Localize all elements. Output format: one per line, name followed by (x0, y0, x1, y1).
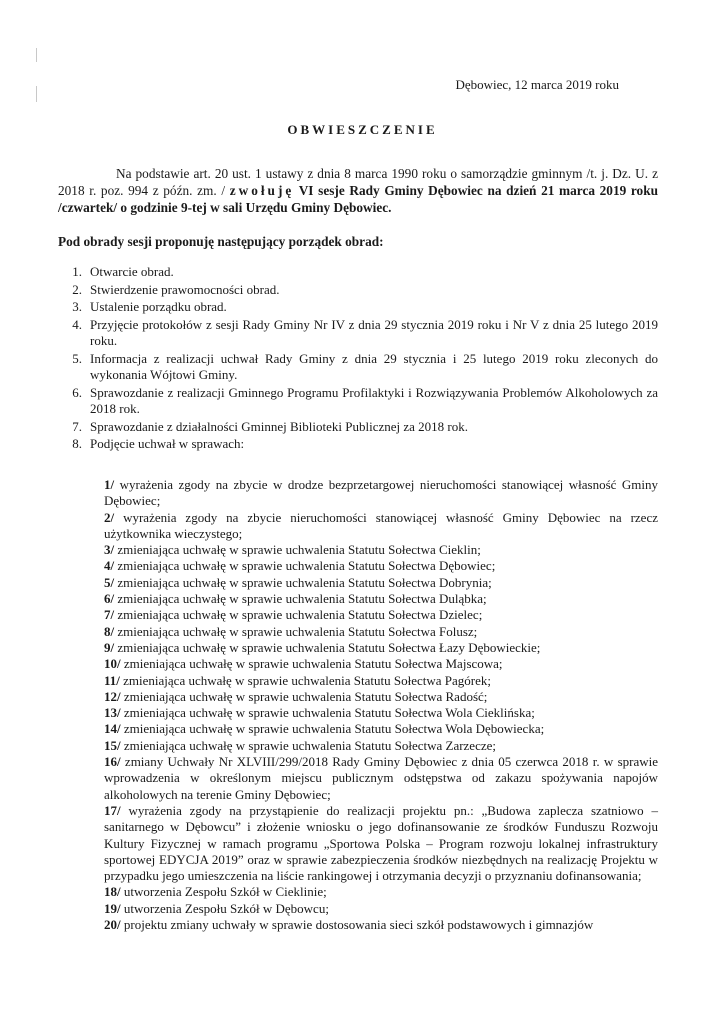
agenda-item (58, 351, 658, 384)
resolution-item (104, 624, 658, 640)
resolution-text: wyrażenia zgody na zbycie w drodze bezprzetargowej nieruchomości stanowiącej własność Gminy Dębowiec; (104, 477, 658, 509)
agenda-item-number: 4. (72, 316, 82, 332)
resolution-text: zmieniająca uchwałę w sprawie uchwalenia Statutu Sołectwa Wola Dębowiecka; (120, 721, 545, 737)
resolution-number: 8/ (104, 623, 115, 639)
agenda-item-number: 7. (72, 418, 82, 434)
resolution-text: zmieniająca uchwałę w sprawie uchwalenia Statutu Sołectwa Dzielec; (114, 607, 483, 623)
resolution-number: 11/ (104, 672, 120, 688)
resolution-item (104, 575, 658, 591)
agenda-item-text: Podjęcie uchwał w sprawach: (90, 436, 245, 451)
resolution-number: 19/ (104, 900, 121, 916)
resolution-number: 7/ (104, 607, 115, 623)
resolution-text: zmiany Uchwały Nr XLVIII/299/2018 Rady Gminy Dębowiec z dnia 05 czerwca 2018 r. w sprawie wprowadzenia w określonym miejscu publicznym odstępstwa od zakazu spożywania napojów alkoholowych na terenie Gminy Dębowiec; (104, 754, 658, 802)
resolution-item (104, 558, 658, 574)
agenda-item-number: 2. (72, 281, 82, 297)
resolution-text: zmieniająca uchwałę w sprawie uchwalenia Statutu Sołectwa Dębowiec; (114, 558, 496, 574)
resolutions-list (104, 477, 658, 933)
resolution-text: zmieniająca uchwałę w sprawie uchwalenia Statutu Sołectwa Łazy Dębowieckie; (114, 639, 541, 655)
resolution-item (104, 656, 658, 672)
resolution-number: 20/ (104, 917, 121, 933)
resolution-text: wyrażenia zgody na przystąpienie do realizacji projektu pn.: „Budowa zaplecza szatniowo – sanitarnego w Dębowcu” i złożenie wniosku o jego dofinansowanie ze środków Funduszu Rozwoju Kultury Fizycznej w ramach programu „Sportowa Polska – Program rozwoju lokalnej infrastruktury sportowej EDYCJA 2019” oraz w sprawie zabezpieczenia środków niezbędnych na realizację Projektu w przypadku jego umieszczenia na liście rankingowej i otrzymania decyzji o przyznaniu dofinansowania; (104, 802, 658, 884)
resolution-number: 15/ (104, 737, 121, 753)
resolution-number: 5/ (104, 574, 115, 590)
intro-paragraph (58, 165, 658, 216)
agenda-item-number: 1. (72, 264, 82, 279)
agenda-item-text: Stwierdzenie prawomocności obrad. (90, 281, 280, 297)
agenda-item (58, 419, 658, 436)
agenda-item-text: Sprawozdanie z realizacji Gminnego Programu Profilaktyki i Rozwiązywania Problemów Alkoholowych za 2018 rok. (90, 384, 658, 416)
resolution-number: 9/ (104, 639, 115, 655)
resolution-text: zmieniająca uchwałę w sprawie uchwalenia Statutu Sołectwa Duląbka; (114, 591, 487, 607)
resolution-number: 18/ (104, 884, 121, 900)
agenda-item-text: Przyjęcie protokołów z sesji Rady Gminy Nr IV z dnia 29 stycznia 2019 roku i Nr V z dnia 25 lutego 2019 roku. (90, 316, 658, 348)
resolution-item (104, 705, 658, 721)
intro-convene: zwołuję (229, 183, 295, 198)
resolution-number: 12/ (104, 688, 121, 704)
resolution-text: zmieniająca uchwałę w sprawie uchwalenia Statutu Sołectwa Dobrynia; (114, 574, 492, 590)
resolution-item (104, 510, 658, 543)
agenda-item-number: 3. (72, 299, 82, 314)
agenda-item-text: Otwarcie obrad. (90, 264, 174, 279)
resolution-number: 14/ (104, 721, 121, 737)
agenda-list (58, 264, 658, 454)
agenda-item-number: 8. (72, 436, 82, 451)
resolution-text: zmieniająca uchwałę w sprawie uchwalenia Statutu Sołectwa Zarzecze; (120, 737, 496, 753)
agenda-item-text: Sprawozdanie z działalności Gminnej Biblioteki Publicznej za 2018 rok. (90, 418, 468, 434)
agenda-item-number: 5. (72, 350, 82, 366)
resolution-text: projektu zmiany uchwały w sprawie dostosowania sieci szkół podstawowych i gimnazjów (120, 917, 594, 933)
resolution-number: 16/ (104, 754, 121, 770)
resolution-text: zmieniająca uchwałę w sprawie uchwalenia Statutu Sołectwa Cieklin; (114, 542, 481, 558)
resolution-text: zmieniająca uchwałę w sprawie uchwalenia Statutu Sołectwa Pagórek; (119, 672, 491, 688)
resolution-item (104, 640, 658, 656)
resolution-text: zmieniająca uchwałę w sprawie uchwalenia Statutu Sołectwa Folusz; (114, 623, 478, 639)
resolution-number: 17/ (104, 802, 121, 818)
agenda-item (58, 299, 658, 316)
agenda-item-number: 6. (72, 384, 82, 400)
resolution-item (104, 917, 658, 933)
margin-mark (36, 86, 37, 102)
resolution-item (104, 542, 658, 558)
resolution-text: utworzenia Zespołu Szkół w Dębowcu; (120, 900, 329, 916)
resolution-item (104, 477, 658, 510)
resolution-item (104, 607, 658, 623)
date-line: Dębowiec, 12 marca 2019 roku (455, 77, 619, 92)
resolution-number: 13/ (104, 705, 121, 721)
agenda-item (58, 282, 658, 299)
resolution-number: 3/ (104, 542, 115, 558)
resolution-item (104, 901, 658, 917)
agenda-heading: Pod obrady sesji proponuję następujący porządek obrad: (58, 234, 384, 249)
margin-mark (36, 48, 37, 62)
resolution-text: zmieniająca uchwałę w sprawie uchwalenia Statutu Sołectwa Majscowa; (120, 656, 503, 672)
agenda-item (58, 436, 658, 453)
agenda-item-text: Ustalenie porządku obrad. (90, 299, 227, 314)
resolution-item (104, 754, 658, 803)
resolution-number: 2/ (104, 509, 115, 525)
intro-session: VI sesje Rady Gminy Dębowiec na dzień 21 marca 2019 roku /czwartek/ o godzinie 9-tej w sali Urzędu Gminy Dębowiec. (58, 183, 659, 215)
resolution-number: 10/ (104, 656, 121, 672)
resolution-item (104, 591, 658, 607)
resolution-item (104, 884, 658, 900)
resolution-text: zmieniająca uchwałę w sprawie uchwalenia Statutu Sołectwa Radość; (120, 688, 488, 704)
agenda-item (58, 385, 658, 418)
resolution-item (104, 689, 658, 705)
resolution-text: wyrażenia zgody na zbycie nieruchomości stanowiącej własność Gminy Dębowiec na rzecz użytkownika wieczystego; (104, 509, 658, 541)
document-title: OBWIESZCZENIE (287, 122, 438, 137)
resolution-number: 4/ (104, 558, 115, 574)
agenda-item (58, 317, 658, 350)
resolution-item (104, 721, 658, 737)
resolution-text: zmieniająca uchwałę w sprawie uchwalenia Statutu Sołectwa Wola Cieklińska; (120, 705, 535, 721)
agenda-item (58, 264, 658, 281)
resolution-number: 6/ (104, 591, 115, 607)
resolution-item (104, 803, 658, 884)
intro-text: Na podstawie art. 20 ust. 1 ustawy z dnia 8 marca 1990 roku o samorządzie gminnym /t. j. Dz. U. z 2018 r. poz. 994 z późn. zm. / (58, 166, 658, 198)
resolution-item (104, 673, 658, 689)
resolution-number: 1/ (104, 477, 115, 492)
resolution-item (104, 738, 658, 754)
resolution-text: utworzenia Zespołu Szkół w Cieklinie; (120, 884, 327, 900)
agenda-item-text: Informacja z realizacji uchwał Rady Gminy z dnia 29 stycznia i 25 lutego 2019 roku zleconych do wykonania Wójtowi Gminy. (90, 350, 658, 382)
